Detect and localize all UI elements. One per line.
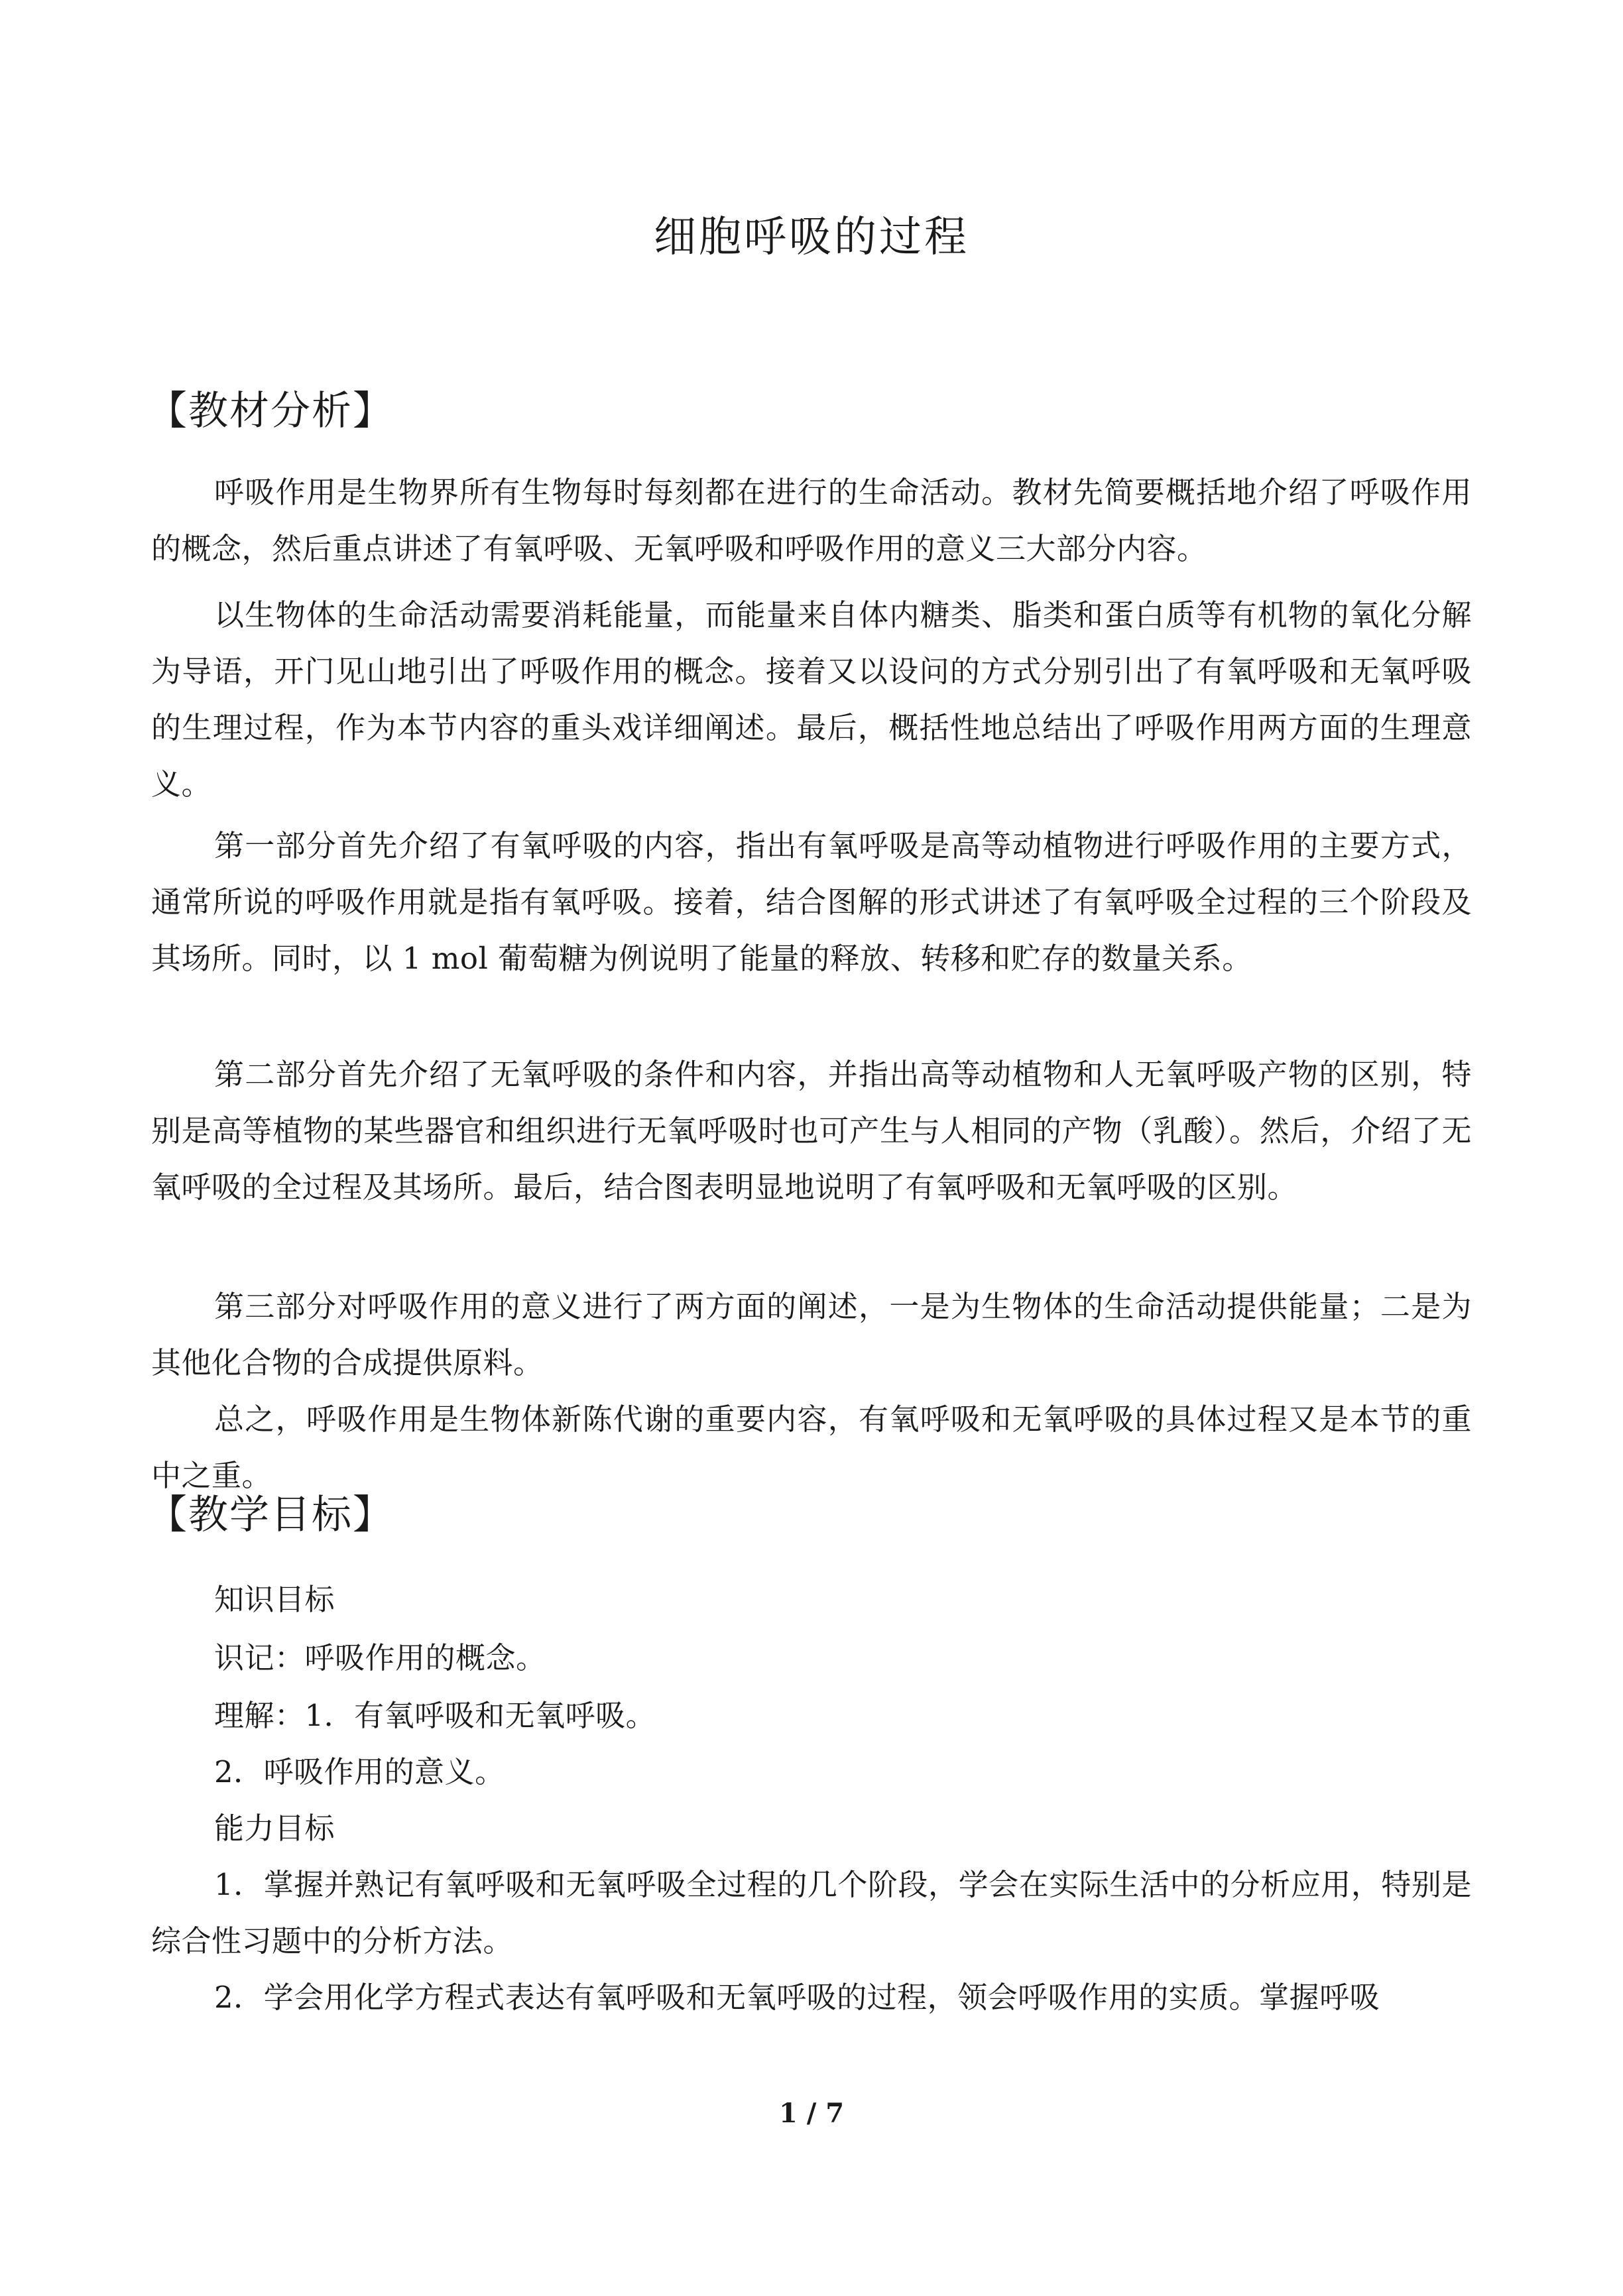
paragraph: 以生物体的生命活动需要消耗能量，而能量来自体内糖类、脂类和蛋白质等有机物的氧化分解为导语，开门见山地引出了呼吸作用的概念。接着又以设问的方式分别引出了有氧呼吸和无氧呼吸的生理过程，作为本节内容的重头戏详细阐述。最后，概括性地总结出了呼吸作用两方面的生理意义。 xyxy=(151,597,1472,802)
paragraph: 呼吸作用是生物界所有生物每时每刻都在进行的生命活动。教材先简要概括地介绍了呼吸作用的概念，然后重点讲述了有氧呼吸、无氧呼吸和呼吸作用的意义三大部分内容。 xyxy=(151,475,1472,566)
text-line: 2．呼吸作用的意义。 xyxy=(214,1754,505,1789)
page-title: 细胞呼吸的过程 xyxy=(654,213,969,262)
paragraph: 总之，呼吸作用是生物体新陈代谢的重要内容，有氧呼吸和无氧呼吸的具体过程又是本节的重中之重。 xyxy=(151,1402,1472,1493)
section-heading-teaching-goals: 【教学目标】 xyxy=(147,1492,394,1538)
paragraph: 1．掌握并熟记有氧呼吸和无氧呼吸全过程的几个阶段，学会在实际生活中的分析应用，特别是综合性习题中的分析方法。 xyxy=(151,1867,1472,1959)
text-line: 能力目标 xyxy=(214,1811,335,1846)
text-line: 识记：呼吸作用的概念。 xyxy=(214,1640,546,1675)
text-line: 理解：1．有氧呼吸和无氧呼吸。 xyxy=(214,1698,656,1733)
text-line: 知识目标 xyxy=(214,1582,335,1617)
paragraph: 第一部分首先介绍了有氧呼吸的内容，指出有氧呼吸是高等动植物进行呼吸作用的主要方式，通常所说的呼吸作用就是指有氧呼吸。接着，结合图解的形式讲述了有氧呼吸全过程的三个阶段及其场所。同时，以 1 mol 葡萄糖为例说明了能量的释放、转移和贮存的数量关系。 xyxy=(151,828,1472,976)
section-heading-textbook-analysis: 【教材分析】 xyxy=(147,388,394,434)
paragraph: 第二部分首先介绍了无氧呼吸的条件和内容，并指出高等动植物和人无氧呼吸产物的区别，特别是高等植物的某些器官和组织进行无氧呼吸时也可产生与人相同的产物（乳酸）。然后，介绍了无氧呼吸的全过程及其场所。最后，结合图表明显地说明了有氧呼吸和无氧呼吸的区别。 xyxy=(151,1057,1472,1205)
page-number: 1 / 7 xyxy=(778,2098,845,2129)
paragraph: 第三部分对呼吸作用的意义进行了两方面的阐述，一是为生物体的生命活动提供能量；二是为其他化合物的合成提供原料。 xyxy=(151,1289,1472,1380)
paragraph: 2．学会用化学方程式表达有氧呼吸和无氧呼吸的过程，领会呼吸作用的实质。掌握呼吸 xyxy=(214,1980,1380,2015)
